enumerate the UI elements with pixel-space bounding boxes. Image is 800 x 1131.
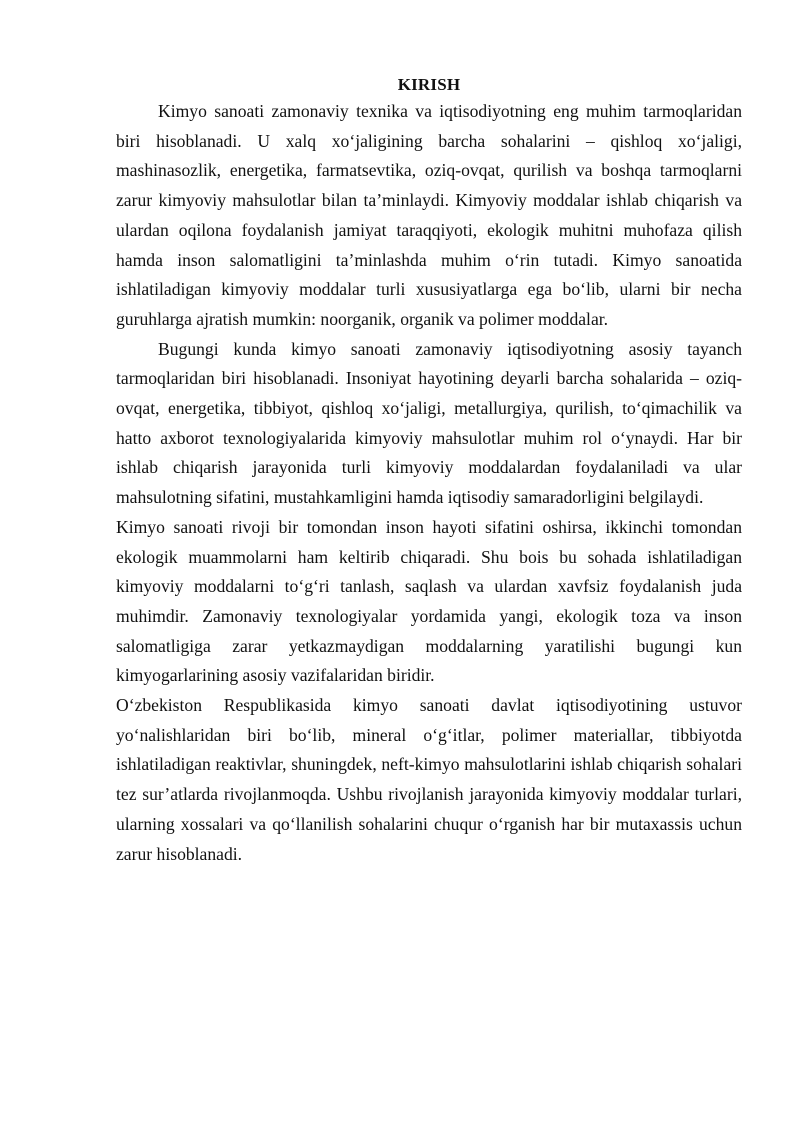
paragraph-1: Kimyo sanoati zamonaviy texnika va iqtisodiyotning eng muhim tarmoqlaridan biri hisoblanadi. U xalq xo‘jaligining barcha sohalarini – qishloq xo‘jaligi, mashinasozlik, energetika, farmatsevtika, oziq-ovqat, qurilish va boshqa tarmoqlarni zarur kimyoviy mahsulotlar bilan ta’minlaydi. Kimyoviy moddalar ishlab chiqarish va ulardan oqilona foydalanish jamiyat taraqqiyoti, ekologik muhitni muhofaza qilish hamda inson salomatligini ta’minlashda muhim o‘rin tutadi. Kimyo sanoatida ishlatiladigan kimyoviy moddalar turli xususiyatlarga ega bo‘lib, ularni bir necha guruhlarga ajratish mumkin: noorganik, organik va polimer moddalar. [116, 101, 742, 329]
paragraph-4: O‘zbekiston Respublikasida kimyo sanoati davlat iqtisodiyotining ustuvor yo‘nalishlaridan biri bo‘lib, mineral o‘g‘itlar, polimer materiallar, tibbiyotda ishlatiladigan reaktivlar, shuningdek, neft-kimyo mahsulotlarini ishlab chiqarish sohalari tez sur’atlarda rivojlanmoqda. Ushbu rivojlanish jarayonida kimyoviy moddalar turlari, ularning xossalari va qo‘llanilish sohalarini chuqur o‘rganish har bir mutaxassis uchun zarur hisoblanadi. [116, 695, 742, 864]
document-page [116, 74, 742, 869]
paragraph-2: Bugungi kunda kimyo sanoati zamonaviy iqtisodiyotning asosiy tayanch tarmoqlaridan biri hisoblanadi. Insoniyat hayotining deyarli barcha sohalarida – oziq-ovqat, energetika, tibbiyot, qishloq xo‘jaligi, metallurgiya, qurilish, to‘qimachilik va hatto axborot texnologiyalarida kimyoviy mahsulotlar muhim rol o‘ynaydi. Har bir ishlab chiqarish jarayonida turli kimyoviy moddalardan foydalaniladi va ular mahsulotning sifatini, mustahkamligini hamda iqtisodiy samaradorligini belgilaydi. [116, 338, 742, 508]
document-title: KIRISH [397, 75, 461, 94]
paragraph-3: Kimyo sanoati rivoji bir tomondan inson hayoti sifatini oshirsa, ikkinchi tomondan ekologik muammolarni ham keltirib chiqaradi. Shu bois bu sohada ishlatiladigan kimyoviy moddalarni to‘g‘ri tanlash, saqlash va ulardan xavfsiz foydalanish juda muhimdir. Zamonaviy texnologiyalar yordamida yangi, ekologik toza va inson salomatligiga zarar yetkazmaydigan moddalarning yaratilishi bugungi kun kimyogarlarining asosiy vazifalaridan biridir. [116, 516, 742, 686]
